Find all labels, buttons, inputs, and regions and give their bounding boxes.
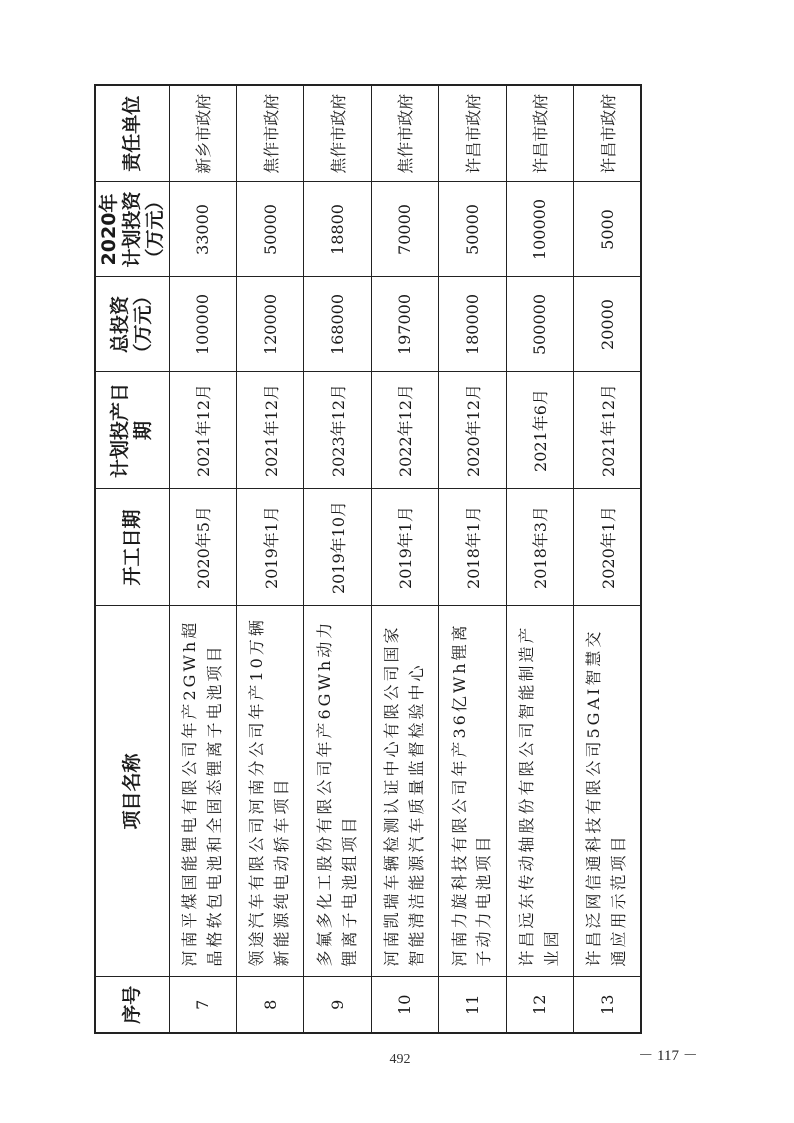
cell-unit: 许昌市政府	[574, 85, 641, 182]
table-row	[169, 85, 236, 1033]
header-row	[95, 85, 169, 1033]
header-unit: 责任单位	[95, 85, 169, 182]
cell-unit: 焦作市政府	[371, 85, 438, 182]
cell-total: 180000	[439, 277, 506, 372]
cell-no: 7	[169, 977, 236, 1033]
header-name: 项目名称	[95, 606, 169, 977]
cell-name: 河南凯瑞车辆检测认证中心有限公司国家智能清洁能源汽车质量监督检验中心	[371, 606, 438, 977]
cell-name: 河南力旋科技有限公司年产36亿Wh锂离子动力电池项目	[439, 606, 506, 977]
header-start: 开工日期	[95, 489, 169, 606]
cell-plan: 50000	[439, 182, 506, 277]
cell-prod: 2021年12月	[574, 372, 641, 489]
table-row	[371, 85, 438, 1033]
table-row	[236, 85, 303, 1033]
page-number: 492	[389, 1052, 411, 1067]
cell-total: 168000	[304, 277, 371, 372]
cell-no: 9	[304, 977, 371, 1033]
header-no: 序号	[95, 977, 169, 1033]
cell-total: 197000	[371, 277, 438, 372]
cell-prod: 2023年12月	[304, 372, 371, 489]
cell-name: 河南平煤国能锂电有限公司年产2GWh超晶格软包电池和全固态锂离子电池项目	[169, 606, 236, 977]
cell-no: 13	[574, 977, 641, 1033]
header-prod: 计划投产日期	[95, 372, 169, 489]
cell-total: 20000	[574, 277, 641, 372]
cell-unit: 焦作市政府	[304, 85, 371, 182]
cell-unit: 许昌市政府	[439, 85, 506, 182]
cell-total: 100000	[169, 277, 236, 372]
cell-plan: 18800	[304, 182, 371, 277]
cell-start: 2018年1月	[439, 489, 506, 606]
cell-unit: 许昌市政府	[506, 85, 573, 182]
cell-prod: 2021年12月	[236, 372, 303, 489]
cell-name: 领途汽车有限公司河南分公司年产10万辆新能源纯电动轿车项目	[236, 606, 303, 977]
folio-number: － 117 －	[638, 1048, 698, 1064]
cell-name: 多氟多化工股份有限公司年产6GWh动力锂离子电池组项目	[304, 606, 371, 977]
table-row	[506, 85, 573, 1033]
header-plan: 2020年计划投资（万元）	[95, 182, 169, 277]
cell-total: 120000	[236, 277, 303, 372]
header-total: 总投资（万元）	[95, 277, 169, 372]
cell-no: 11	[439, 977, 506, 1033]
cell-start: 2019年1月	[236, 489, 303, 606]
rotated-table-wrapper	[94, 86, 642, 1034]
cell-no: 10	[371, 977, 438, 1033]
cell-unit: 新乡市政府	[169, 85, 236, 182]
table-row	[439, 85, 506, 1033]
cell-plan: 5000	[574, 182, 641, 277]
cell-no: 8	[236, 977, 303, 1033]
cell-start: 2018年3月	[506, 489, 573, 606]
table-row	[304, 85, 371, 1033]
cell-plan: 70000	[371, 182, 438, 277]
cell-prod: 2020年12月	[439, 372, 506, 489]
cell-start: 2020年5月	[169, 489, 236, 606]
cell-no: 12	[506, 977, 573, 1033]
cell-start: 2019年1月	[371, 489, 438, 606]
cell-name: 许昌泛网信通科技有限公司5GAI智慧交通应用示范项目	[574, 606, 641, 977]
cell-total: 500000	[506, 277, 573, 372]
cell-plan: 100000	[506, 182, 573, 277]
cell-plan: 33000	[169, 182, 236, 277]
cell-start: 2019年10月	[304, 489, 371, 606]
cell-plan: 50000	[236, 182, 303, 277]
cell-prod: 2021年12月	[169, 372, 236, 489]
cell-unit: 焦作市政府	[236, 85, 303, 182]
table-row	[574, 85, 641, 1033]
cell-name: 许昌远东传动轴股份有限公司智能制造产业园	[506, 606, 573, 977]
cell-prod: 2021年6月	[506, 372, 573, 489]
cell-prod: 2022年12月	[371, 372, 438, 489]
cell-start: 2020年1月	[574, 489, 641, 606]
project-table	[94, 84, 642, 1034]
